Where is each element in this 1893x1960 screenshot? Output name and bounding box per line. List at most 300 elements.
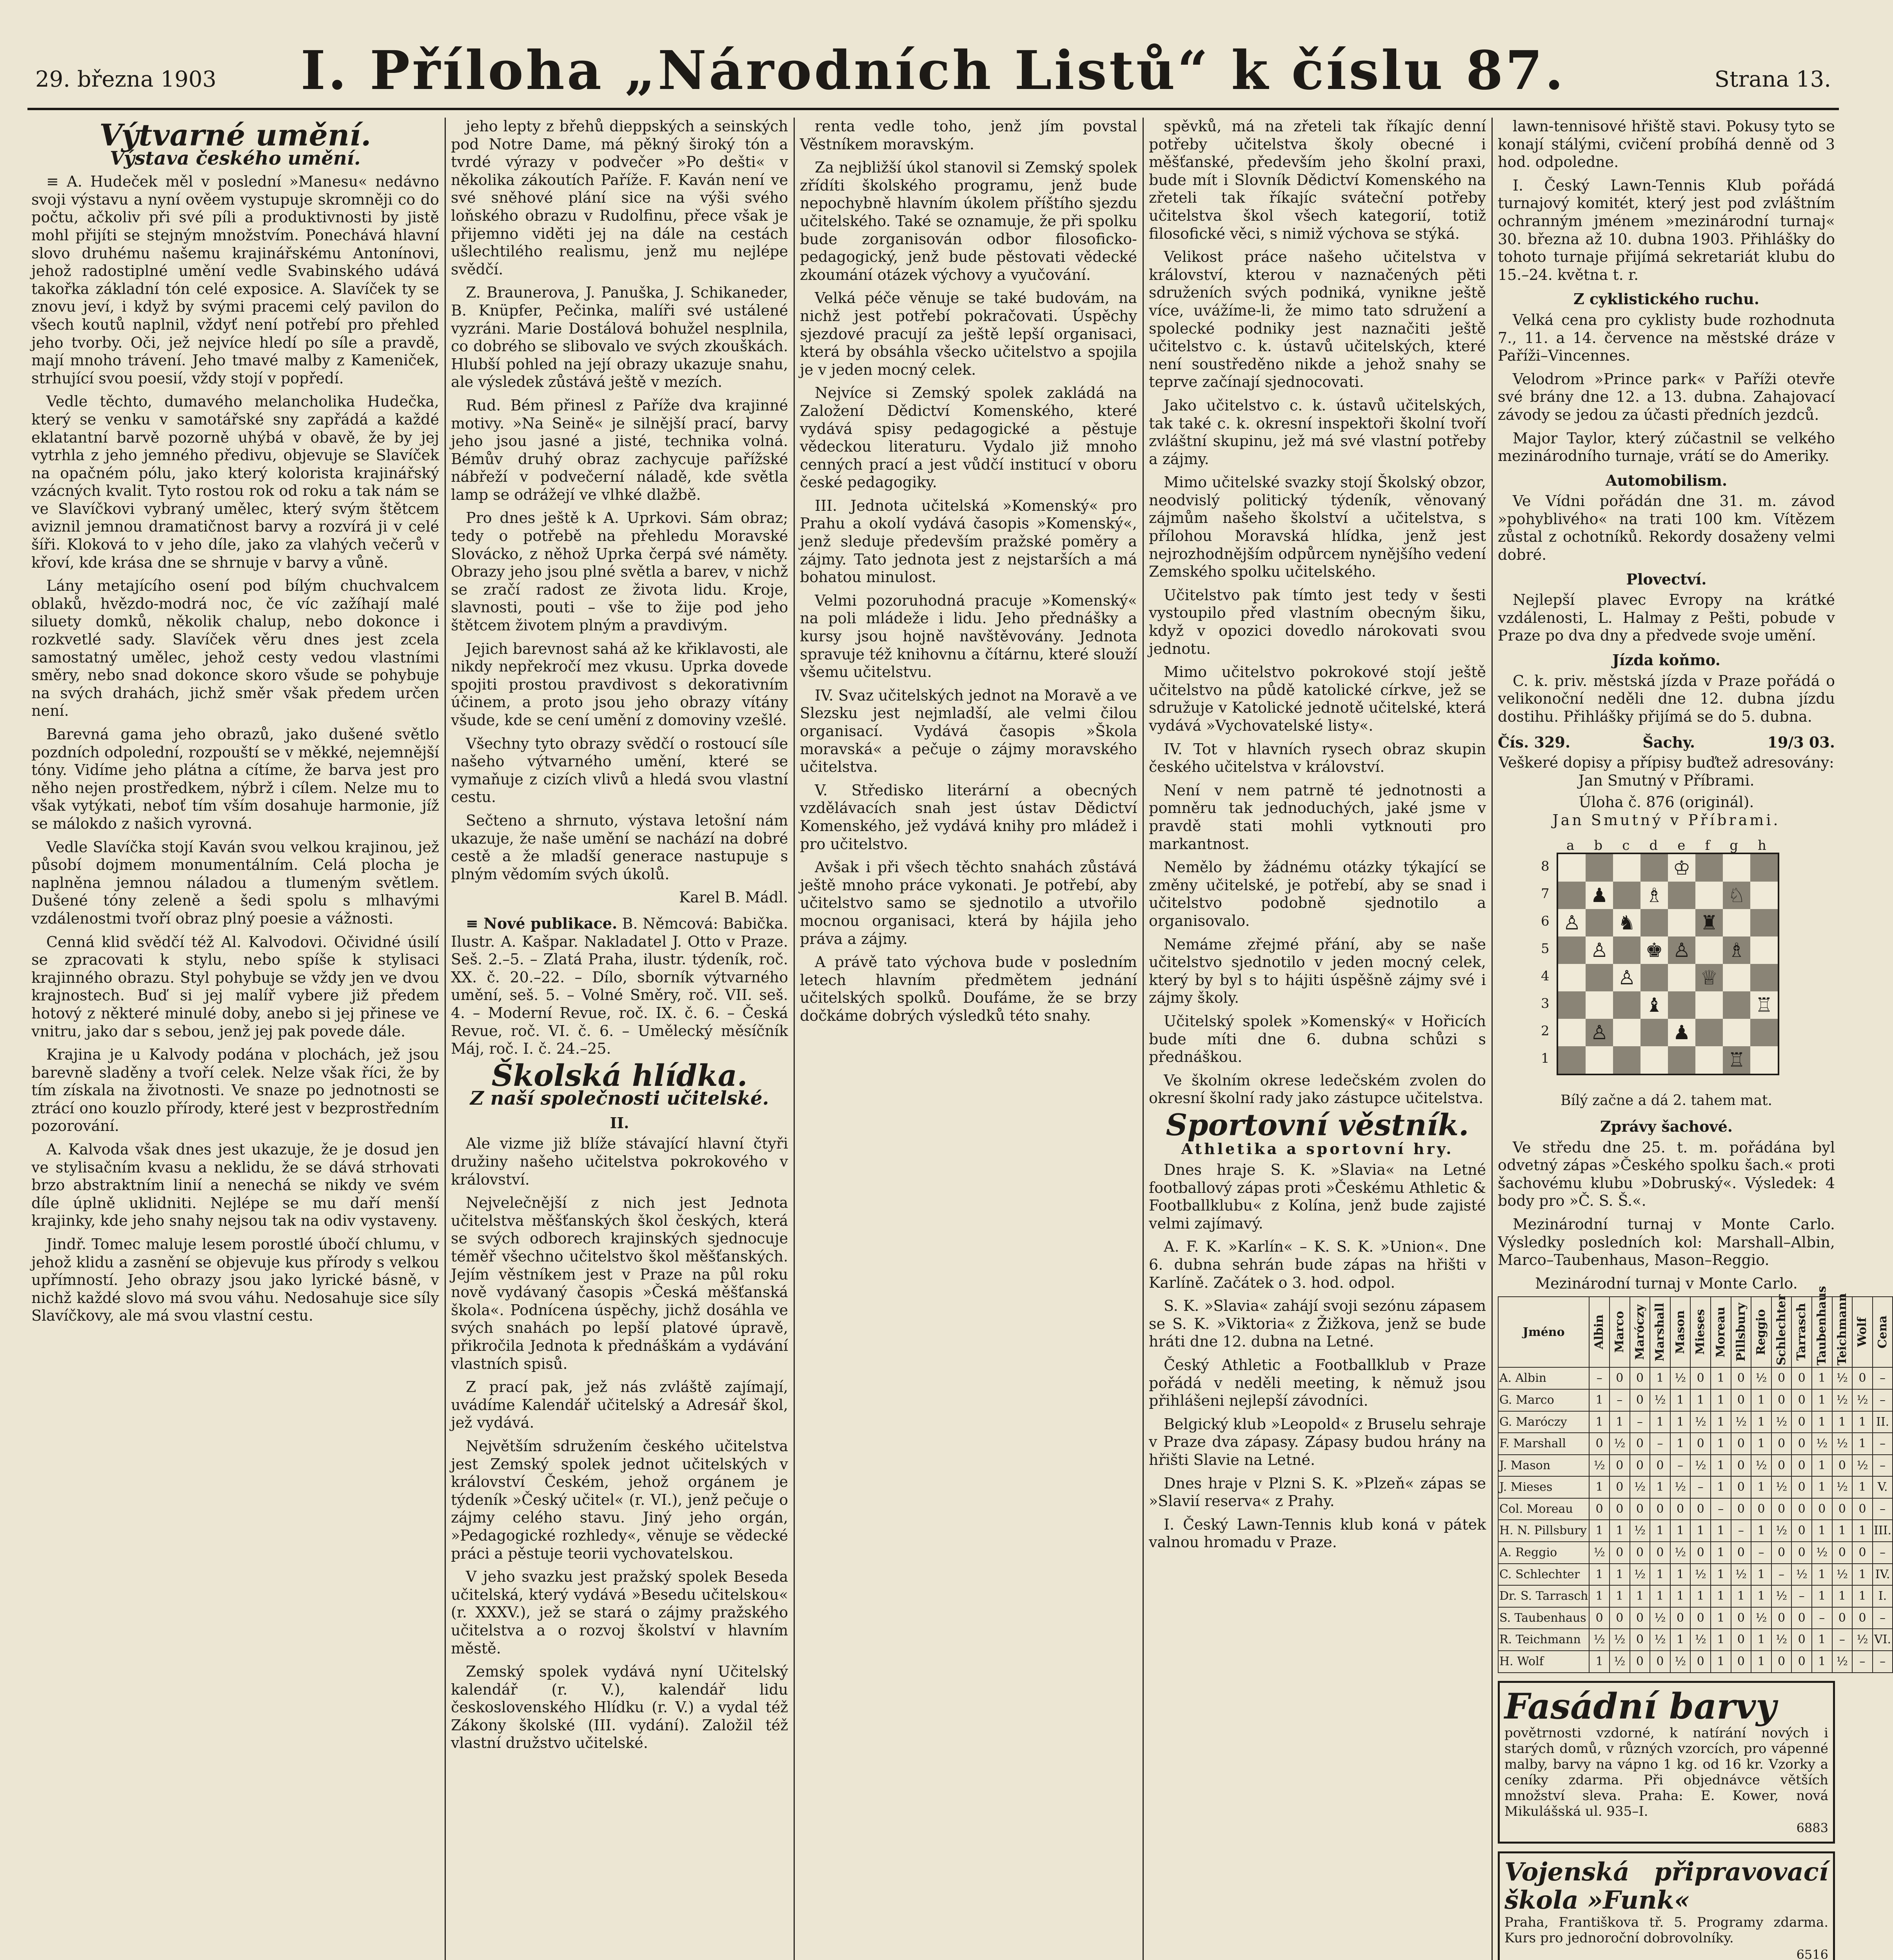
table-cell: ½ <box>1690 1564 1711 1586</box>
table-header-cell: Jméno <box>1498 1297 1589 1367</box>
table-cell: – <box>1832 1629 1853 1651</box>
table-cell: 0 <box>1610 1476 1630 1498</box>
section-title-art: Výtvarné umění. <box>99 118 371 152</box>
table-cell: 0 <box>1589 1607 1610 1629</box>
notice-paragraph: Učitelský spolek »Komenský« v Hořicích bude míti dne 6. dubna schůzi s přednáškou. <box>1149 1012 1486 1066</box>
table-row <box>1498 1629 1893 1651</box>
table-cell: 0 <box>1630 1498 1650 1520</box>
table-cell: 0 <box>1610 1455 1630 1477</box>
article-paragraph: Mimo učitelské svazky stojí Školský obzor, neodvislý politický týdeník, věnovaný zájmům našeho školství a učitelstva, s přílohou Moravská hlídka, jenž jest nejrozhodnějším odpůrcem nynějšího vedení Zemského spolku učitelského. <box>1149 474 1486 581</box>
table-cell: 0 <box>1589 1498 1610 1520</box>
article-paragraph: spěvků, má na zřeteli tak říkajíc denní potřeby učitelstva školy obecné i měšťanské, především jeho školní praxi, bude mít i Slovník Dědictví Komenského na zřeteli tak říkajíc sváteční potřeby učitelstva škol všech kategorií, totiž filosofické věci, s nimiž výchova se stýká. <box>1149 118 1486 242</box>
cycling-paragraph: Velodrom »Prince park« v Paříži otevře své brány dne 12. a 13. dubna. Zahajovací závody se jedou za účasti předních jezdců. <box>1498 370 1835 423</box>
sport-subtitle: Athletika a sportovní hry. <box>1181 1140 1454 1158</box>
table-cell: 0 <box>1791 1411 1812 1433</box>
chess-news-title: Zprávy šachové. <box>1600 1117 1733 1135</box>
table-cell: 1 <box>1711 1455 1731 1477</box>
table-row <box>1498 1542 1893 1564</box>
sport-paragraph: Dnes hraje v Plzni S. K. »Plzeň« zápas se »Slavií reserva« z Prahy. <box>1149 1474 1486 1510</box>
column-5 <box>1498 118 1892 1960</box>
tournament-table <box>1498 1286 1893 1673</box>
automobile-title: Automobilism. <box>1605 471 1728 489</box>
table-cell: 1 <box>1852 1564 1873 1586</box>
table-cell: 1 <box>1589 1476 1610 1498</box>
chess-square <box>1640 854 1668 882</box>
ad-paint-title: Fasádní barvy <box>1504 1685 1777 1727</box>
page-number: Strana 13. <box>1714 67 1831 92</box>
column-3 <box>800 118 1137 1960</box>
table-cell: ½ <box>1832 1389 1853 1411</box>
table-cell: Dr. S. Tarrasch <box>1498 1585 1589 1607</box>
article-paragraph: IV. Svaz učitelských jednot na Moravě a ve Slezsku jest nejmladší, ale velmi čilou organisací. Vydává časopis »Škola moravská« a pečuje o zájmy moravského učitelstva. <box>800 686 1137 776</box>
chess-header <box>1498 733 1835 751</box>
notice-paragraph: Ve školním okrese ledečském zvolen do okresní školní rady jako zástupce učitelstva. <box>1149 1071 1486 1107</box>
table-cell: 1 <box>1650 1367 1670 1389</box>
table-cell: 0 <box>1791 1651 1812 1673</box>
table-cell: 1 <box>1610 1411 1630 1433</box>
table-cell: A. Albin <box>1498 1367 1589 1389</box>
table-header-cell: Teichmann <box>1832 1297 1853 1367</box>
file-label: h <box>1758 838 1766 854</box>
chess-piece-icon: ♗ <box>1645 884 1663 907</box>
chess-square <box>1750 1046 1778 1074</box>
table-cell: 0 <box>1630 1389 1650 1411</box>
table-cell: 1 <box>1852 1520 1873 1542</box>
chess-square <box>1586 909 1613 936</box>
chess-dateline: 19/3 03. <box>1767 733 1835 751</box>
table-cell: 1 <box>1751 1389 1771 1411</box>
table-cell: ½ <box>1771 1585 1792 1607</box>
table-header-cell: Tarrasch <box>1791 1297 1812 1367</box>
table-row <box>1498 1585 1893 1607</box>
table-cell: 0 <box>1650 1542 1670 1564</box>
table-cell: ½ <box>1852 1389 1873 1411</box>
table-cell: 0 <box>1630 1455 1650 1477</box>
chess-piece-icon: ♚ <box>1645 938 1663 962</box>
table-cell: ½ <box>1812 1542 1832 1564</box>
chess-square <box>1723 882 1750 909</box>
sport-paragraph: I. Český Lawn-Tennis klub koná v pátek valnou hromadu v Praze. <box>1149 1515 1486 1551</box>
chess-square <box>1695 909 1723 936</box>
rank-label: 6 <box>1541 913 1550 929</box>
chess-square <box>1723 1046 1750 1074</box>
article-paragraph: Z. Braunerova, J. Panuška, J. Schikaneder, B. Knüpfer, Pečinka, malíři své ustálené vyzráni. Marie Dostálová bohužel nesplnila, co dobrého se slibovalo ve svých zkouškách. Hlubší pohled na její obrazy ukazuje snahu, ale výsledek zůstává ještě v mezích. <box>451 284 788 391</box>
table-cell: 0 <box>1630 1629 1650 1651</box>
table-cell: 0 <box>1630 1607 1650 1629</box>
table-cell: 0 <box>1791 1542 1812 1564</box>
chess-square <box>1613 936 1640 964</box>
table-cell: 0 <box>1610 1542 1630 1564</box>
table-cell: III. <box>1873 1520 1893 1542</box>
publications-note <box>451 915 788 1058</box>
table-cell: A. Reggio <box>1498 1542 1589 1564</box>
table-cell: 1 <box>1650 1520 1670 1542</box>
column-divider <box>1492 118 1493 1960</box>
chess-square <box>1558 854 1586 882</box>
article-paragraph: V. Středisko literární a obecných vzdělávacích snah jest ústav Dědictví Komenského, jež vydává knihy pro mládež i pro učitelstvo. <box>800 781 1137 853</box>
table-header-cell: Taubenhaus <box>1812 1297 1832 1367</box>
table-row <box>1498 1651 1893 1673</box>
chess-square <box>1586 1019 1613 1046</box>
table-cell: ½ <box>1690 1455 1711 1477</box>
table-cell: ½ <box>1812 1433 1832 1455</box>
table-cell: – <box>1711 1498 1731 1520</box>
table-cell: 1 <box>1650 1585 1670 1607</box>
table-cell: ½ <box>1731 1564 1751 1586</box>
table-cell: ½ <box>1610 1651 1630 1673</box>
article-paragraph: Sečteno a shrnuto, výstava letošní nám ukazuje, že naše umění se nachází na dobré cestě a že mladší generace nastupuje s plným vědomím svých úkolů. <box>451 811 788 883</box>
table-cell: 1 <box>1711 1367 1731 1389</box>
table-cell: 1 <box>1690 1585 1711 1607</box>
table-cell: 1 <box>1670 1433 1691 1455</box>
page-header <box>27 39 1839 118</box>
section-title-sport: Sportovní věstník. <box>1166 1107 1469 1142</box>
table-cell: G. Marco <box>1498 1389 1589 1411</box>
article-paragraph: jeho lepty z břehů dieppských a seinských pod Notre Dame, má pěkný široký tón a tvrdé výrazy v podvečer »Po dešti« v několika zákoutích Paříže. F. Kaván není ve své sněhové plání sice na výši svého loňského obrazu v Rudolfinu, přece však je přijemno viděti jej na dále na cestách ušlechtilého realismu, jenž mu nejlépe svědčí. <box>451 118 788 278</box>
table-cell: J. Mason <box>1498 1455 1589 1477</box>
table-header-cell: Schlechter <box>1771 1297 1792 1367</box>
chess-square <box>1613 909 1640 936</box>
table-row <box>1498 1389 1893 1411</box>
table-cell: C. Schlechter <box>1498 1564 1589 1586</box>
table-cell: 1 <box>1852 1585 1873 1607</box>
sport-paragraph: Belgický klub »Leopold« z Bruselu sehraje v Praze dva zápasy. Zápasy budou hrány na hřišti Slavie na Letné. <box>1149 1415 1486 1468</box>
article-paragraph: Pro dnes ještě k A. Uprkovi. Sám obraz; tedy o potřebě na přehledu Moravské Slovácko, z něhož Uprka čerpá své náměty. Obrazy jeho jsou plné světla a barev, v nichž se zračí radost ze života lidu. Kroje, slavnosti, pouti – vše to žije pod jeho štětcem životem plným a pravdivým. <box>451 509 788 634</box>
table-cell: 1 <box>1832 1411 1853 1433</box>
chess-square <box>1613 964 1640 991</box>
chess-news-paragraph: Mezinárodní turnaj v Monte Carlo. Výsledky posledních kol: Marshall–Albin, Marco–Taubenhaus, Mason–Reggio. <box>1498 1215 1835 1269</box>
table-cell: 0 <box>1630 1367 1650 1389</box>
rank-label: 3 <box>1541 995 1550 1011</box>
table-cell: – <box>1873 1455 1893 1477</box>
table-cell: 1 <box>1812 1455 1832 1477</box>
table-cell: ½ <box>1670 1542 1691 1564</box>
rank-label: 5 <box>1541 940 1550 956</box>
chess-square <box>1640 936 1668 964</box>
table-cell: 1 <box>1670 1585 1691 1607</box>
table-cell: 0 <box>1791 1389 1812 1411</box>
table-cell: 0 <box>1690 1542 1711 1564</box>
chess-rank-labels <box>1541 853 1550 1072</box>
article-paragraph: Vedle Slavíčka stojí Kaván svou velkou krajinou, jež působí dojmem monumentálním. Celá plocha je naplněna jemnou náladou a tlumeným světlem. Dušené tóny zeleně a šedi spolu s mlhavými vzdálenostmi tvoří obraz plný poesie a vážnosti. <box>31 838 439 927</box>
table-cell: 1 <box>1812 1585 1832 1607</box>
table-header-cell: Pillsbury <box>1731 1297 1751 1367</box>
chess-square <box>1640 882 1668 909</box>
table-row <box>1498 1367 1893 1389</box>
chess-square <box>1668 964 1695 991</box>
table-cell: ½ <box>1690 1629 1711 1651</box>
article-paragraph: Mimo učitelstvo pokrokové stojí ještě učitelstvo na půdě katolické církve, jež se sdružuje v Katolické jednotě učitelské, která vydává »Vychovatelské listy«. <box>1149 663 1486 734</box>
chess-address: Veškeré dopisy a přípisy buďtež adresovány: Jan Smutný v Příbrami. <box>1499 754 1834 789</box>
chess-piece-icon: ♙ <box>1618 966 1636 989</box>
table-cell: 0 <box>1852 1542 1873 1564</box>
article-paragraph: renta vedle toho, jenž jím povstal Věstníkem moravským. <box>800 118 1137 153</box>
table-cell: 1 <box>1711 1520 1731 1542</box>
chess-square <box>1558 991 1586 1019</box>
cycling-paragraph: Velká cena pro cyklisty bude rozhodnuta 7., 11. a 14. července na městské dráze v Paříži–Vincennes. <box>1498 311 1835 365</box>
table-cell: ½ <box>1832 1367 1853 1389</box>
table-cell: 0 <box>1791 1367 1812 1389</box>
article-paragraph: ≡ A. Hudeček měl v poslední »Manesu« nedávno svoji výstavu a nyní ověem vystupuje skromněji co do počtu, ačkoliv při své píli a produktivnosti by jistě mohl přijíti se stejným množstvím. Ponechává hlavní slovo druhému našemu krajinářskému Antonínovi, jehož radostiplné umění vedle Svabinského udává takořka základní tón celé exposice. A. Slavíček ty se znovu jeví, i když by svými pracemi celý pavilon do všech koutů naplnil, vždyť není potřebí pro přehled jeho tvorby. Oči, jež nejvíce hledí po síle a pravdě, mají mnoho trávení. Jeho tmavé malby z Kameniček, strhující svou poesií, vždy stojí v popředí. <box>31 173 439 387</box>
article-paragraph: Není v nem patrně té jednotnosti a pomněru tak jednoduchých, jaké jsme v pravdě stati mohli vytknouti pro markantnost. <box>1149 781 1486 853</box>
article-paragraph: Ale vizme již blíže stávající hlavní čtyři družiny našeho učitelstva pokrokového v království. <box>451 1135 788 1188</box>
cycling-paragraph: Major Taylor, který zúčastnil se velkého mezinárodního turnaje, vrátí se do Ameriky. <box>1498 429 1835 465</box>
chess-square <box>1668 854 1695 882</box>
table-cell: ½ <box>1731 1411 1751 1433</box>
chess-square <box>1558 964 1586 991</box>
table-cell: F. Marshall <box>1498 1433 1589 1455</box>
chess-square <box>1613 1019 1640 1046</box>
table-cell: 1 <box>1630 1585 1650 1607</box>
table-cell: ½ <box>1832 1651 1853 1673</box>
publications-heading: ≡ Nové publikace. <box>466 914 618 932</box>
chess-square <box>1640 964 1668 991</box>
table-cell: – <box>1873 1433 1893 1455</box>
chess-square <box>1586 1046 1613 1074</box>
table-cell: 1 <box>1711 1542 1731 1564</box>
table-cell: – <box>1731 1520 1751 1542</box>
chess-square <box>1695 991 1723 1019</box>
table-cell: 0 <box>1791 1520 1812 1542</box>
chess-piece-icon: ♔ <box>1673 856 1691 879</box>
chess-problem-title: Úloha č. 876 (originál). <box>1579 793 1754 811</box>
table-cell: 1 <box>1650 1476 1670 1498</box>
table-cell: 1 <box>1589 1520 1610 1542</box>
chess-square <box>1668 882 1695 909</box>
table-cell: 0 <box>1731 1367 1751 1389</box>
table-cell: Col. Moreau <box>1498 1498 1589 1520</box>
table-cell: R. Teichmann <box>1498 1629 1589 1651</box>
chess-square <box>1750 1019 1778 1046</box>
table-cell: 1 <box>1711 1411 1731 1433</box>
chess-piece-icon: ♖ <box>1728 1048 1746 1071</box>
table-cell: – <box>1873 1542 1893 1564</box>
chess-piece-icon: ♙ <box>1590 1021 1608 1044</box>
newspaper-page <box>27 24 1892 1960</box>
automobile-paragraph: Ve Vídni pořádán dne 31. m. závod »pohyblivého« na trati 100 km. Vítězem zůstal z ochotníků. Rekordy dosaženy velmi dobré. <box>1498 492 1835 564</box>
table-cell: ½ <box>1751 1367 1771 1389</box>
table-cell: 1 <box>1650 1564 1670 1586</box>
chess-square <box>1668 909 1695 936</box>
article-paragraph: Největším sdružením českého učitelstva jest Zemský spolek jednot učitelských v království Českém, jehož orgánem je týdeník »Český učitel« (r. VI.), jenž pečuje o zájmy celého stavu. Jiný jeho orgán, »Pedagogické rozhledy«, věnuje se vědecké práci a pěstuje teorii vychovatelskou. <box>451 1437 788 1562</box>
table-cell: IV. <box>1873 1564 1893 1586</box>
chess-square <box>1695 936 1723 964</box>
table-header-cell: Marshall <box>1650 1297 1670 1367</box>
chess-square <box>1723 964 1750 991</box>
chess-piece-icon: ♗ <box>1728 938 1746 962</box>
chess-square <box>1668 1046 1695 1074</box>
rank-label: 2 <box>1541 1023 1550 1039</box>
file-label: d <box>1649 838 1658 854</box>
article-paragraph: Velikost práce našeho učitelstva v království, kterou v naznačených pěti sdruženích svých podniká, vynikne ještě více, uvážíme-li, že mimo tato sdružení a spolecké podniky jest naznačiti ještě učitelstvo c. k. ústavů učitelských, které není soustředěno nikde a jehož snahy se teprve začínají sjednocovati. <box>1149 248 1486 391</box>
chess-file-labels <box>1557 837 1776 855</box>
chess-section-title: Šachy. <box>1642 733 1695 751</box>
chess-square <box>1613 854 1640 882</box>
chess-square <box>1723 936 1750 964</box>
table-cell: J. Mieses <box>1498 1476 1589 1498</box>
ad-school-title: Vojenská připravovací škola »Funk« <box>1504 1857 1828 1915</box>
chess-square <box>1558 909 1586 936</box>
article-title-teachers: Z naší společnosti učitelské. <box>470 1087 769 1110</box>
article-paragraph: V jeho svazku jest pražský spolek Beseda učitelská, který vydává »Besedu učitelskou« (r. XXXV.), jež se stará o zájmy pražského učitelstva a o rozvoj školství v hlavním městě. <box>451 1568 788 1657</box>
table-cell: – <box>1670 1455 1691 1477</box>
chess-square <box>1613 1046 1640 1074</box>
chess-square <box>1750 991 1778 1019</box>
table-cell: 1 <box>1832 1585 1853 1607</box>
table-cell: ½ <box>1589 1542 1610 1564</box>
table-cell: 0 <box>1852 1498 1873 1520</box>
chess-square <box>1750 882 1778 909</box>
table-cell: 0 <box>1731 1433 1751 1455</box>
article-paragraph: Nejvíce si Zemský spolek zakládá na Založení Dědictví Komenského, které vydává spisy pedagogické a pěstuje vědeckou literaturu. Vydalo již mnoho cenných prací a jest vůdčí institucí v oboru české pedagogiky. <box>800 384 1137 491</box>
table-cell: 1 <box>1852 1433 1873 1455</box>
article-paragraph: A. Kalvoda však dnes jest ukazuje, že je dosud jen ve stylisačním kvasu a neklidu, že se dává strhovati brzo abstraktním linií a nenechá se nikdy ve svém díle úplně uklidniti. Nejlépe se mu daří menší krajinky, kde jeho snahy nejsou tak na odiv vystaveny. <box>31 1141 439 1230</box>
table-cell: 1 <box>1832 1520 1853 1542</box>
chess-piece-icon: ♙ <box>1563 911 1581 934</box>
table-cell: 0 <box>1771 1607 1792 1629</box>
article-paragraph: III. Jednota učitelská »Komenský« pro Prahu a okolí vydává časopis »Komenský«, jenž sleduje především pražské poměry a zájmy. Tato jednota jest z nejstarších a má bohatou minulost. <box>800 497 1137 586</box>
table-cell: 1 <box>1812 1564 1832 1586</box>
table-cell: 1 <box>1812 1629 1832 1651</box>
chess-square <box>1695 1019 1723 1046</box>
table-header-cell: Reggio <box>1751 1297 1771 1367</box>
table-cell: 1 <box>1589 1411 1610 1433</box>
article-paragraph: Vedle těchto, dumavého melancholika Hudečka, který se venku v samotářské sny zapřádá a každé eklatantní barvě pozorně uhýbá v obavě, že by jej vytrhla z jeho jemného předivu, objevuje se Slavíček na opačném pólu, jako který kolorista krajinářský vzácných kvalit. Tyto rostou rok od roku a tak nám se ve Slavíčkovi vybraný umělec, který svým štětcem aviznil jemnou dramatičnost barvy a rozvírá ji v celé šíři. Kloková to v jeho díle, jako za vlahých večerů v křoví, kde krása dne se shrnuje v barvy a vůně. <box>31 393 439 571</box>
riding-paragraph: C. k. priv. městská jízda v Praze pořádá o velikonoční neděli dne 12. dubna jízdu dostihu. Přihlášky přijímá se do 5. dubna. <box>1498 672 1835 725</box>
file-label: b <box>1594 838 1603 854</box>
table-cell: 1 <box>1751 1476 1771 1498</box>
chess-piece-icon: ♟ <box>1673 1021 1691 1044</box>
table-row <box>1498 1607 1893 1629</box>
table-cell: – <box>1873 1389 1893 1411</box>
article-paragraph: Zemský spolek vydává nyní Učitelský kalendář (r. V.), kalendář lidu československého Hlídku (r. V.) a vydal též Zákony školské (III. vydání). Založil též vlastní družstvo učitelské. <box>451 1663 788 1752</box>
chess-square <box>1558 1019 1586 1046</box>
chess-square <box>1613 991 1640 1019</box>
table-header-cell: Cena <box>1873 1297 1893 1367</box>
table-cell: 0 <box>1771 1389 1792 1411</box>
table-cell: 0 <box>1832 1455 1853 1477</box>
table-cell: – <box>1751 1542 1771 1564</box>
chess-square <box>1640 991 1668 1019</box>
table-cell: 1 <box>1589 1585 1610 1607</box>
table-cell: 0 <box>1731 1629 1751 1651</box>
table-cell: 0 <box>1731 1651 1751 1673</box>
table-cell: 0 <box>1791 1455 1812 1477</box>
article-paragraph: Za nejbližší úkol stanovil si Zemský spolek zřídíti školského programu, jenž bude nepochybně hlavním úkolem příštího sjezdu učitelského. Také se oznamuje, že při spolku bude zorganisován odbor filosoficko-pedagogický, jenž bude pěstovati vědecké zkoumání otázek výchovy a vyučování. <box>800 159 1137 283</box>
table-cell: – <box>1610 1389 1630 1411</box>
chess-square <box>1750 936 1778 964</box>
table-cell: 0 <box>1610 1367 1630 1389</box>
article-paragraph: Nemáme zřejmé přání, aby se naše učitelstvo sjednotilo v jeden mocný celek, který by byl s to hájiti úspěšně zájmy své i zájmy školy. <box>1149 935 1486 1007</box>
table-cell: ½ <box>1650 1629 1670 1651</box>
chess-square <box>1750 909 1778 936</box>
table-cell: ½ <box>1650 1607 1670 1629</box>
column-1 <box>31 118 439 1960</box>
table-cell: 0 <box>1832 1498 1853 1520</box>
table-cell: 0 <box>1791 1498 1812 1520</box>
column-divider <box>794 118 795 1960</box>
rank-label: 1 <box>1541 1050 1550 1066</box>
rank-label: 7 <box>1541 886 1550 902</box>
table-cell: 1 <box>1751 1520 1771 1542</box>
chess-square <box>1668 1019 1695 1046</box>
column-2 <box>451 118 788 1960</box>
chess-square <box>1723 854 1750 882</box>
advertisement-school <box>1498 1851 1835 1960</box>
table-cell: 0 <box>1771 1367 1792 1389</box>
chess-column-number: Čís. 329. <box>1498 733 1571 751</box>
chess-square <box>1750 854 1778 882</box>
chess-square <box>1668 936 1695 964</box>
ad-paint-number: 6883 <box>1796 1820 1828 1835</box>
chess-square <box>1586 854 1613 882</box>
article-paragraph: Učitelstvo pak tímto jest tedy v šesti vystoupilo před vlastním obecným šiku, když v opozici dovedlo nárokovati svou jednotu. <box>1149 586 1486 657</box>
table-cell: – <box>1873 1651 1893 1673</box>
table-cell: 1 <box>1711 1651 1731 1673</box>
table-header-cell: Maróczy <box>1630 1297 1650 1367</box>
sport-paragraph: Dnes hraje S. K. »Slavia« na Letné footballový zápas proti »Českému Athletic & Footballklubu« z Kolína, jenž bude zajisté velmi zajímavý. <box>1149 1161 1486 1232</box>
article-paragraph: Krajina je u Kalvody podána v plochách, jež jsou barevně sladěny a tvoří celek. Nelze však říci, že by tím získala na životnosti. Ve snaze po jednotnosti se ztrácí ono kouzlo přírody, které jest v bezprostředním pozorování. <box>31 1046 439 1135</box>
article-part-numeral: II. <box>610 1114 629 1132</box>
table-cell: ½ <box>1771 1411 1792 1433</box>
table-cell: – <box>1812 1607 1832 1629</box>
table-cell: G. Maróczy <box>1498 1411 1589 1433</box>
table-cell: 0 <box>1832 1607 1853 1629</box>
chess-square <box>1586 882 1613 909</box>
table-cell: 1 <box>1812 1411 1832 1433</box>
table-cell: H. Wolf <box>1498 1651 1589 1673</box>
table-cell: 0 <box>1771 1498 1792 1520</box>
tournament-table-heading: Mezinárodní turnaj v Monte Carlo. <box>1535 1274 1798 1292</box>
rank-label: 8 <box>1541 858 1550 874</box>
table-cell: 0 <box>1812 1498 1832 1520</box>
table-cell: 0 <box>1690 1367 1711 1389</box>
table-cell: 0 <box>1791 1629 1812 1651</box>
article-paragraph: Jako učitelstvo c. k. ústavů učitelských, tak také c. k. okresní inspektoři školní tvoří zvláštní skupinu, jež má své vlastní potřeby a zájmy. <box>1149 396 1486 468</box>
table-header-cell: Mason <box>1670 1297 1691 1367</box>
chess-news-paragraph: Ve středu dne 25. t. m. pořádána byl odvetný zápas »Českého spolku šach.« proti šachovému klubu »Dobruský«. Výsledek: 4 body pro »Č. S. Š.«. <box>1498 1138 1835 1210</box>
article-paragraph: Cenná klid svědčí též Al. Kalvodovi. Očividné úsilí se zpracovati k stylu, nebo spíše k stylisaci krajinného obrazu. Styl pohybuje se vždy jen ve dvou krajnostech. Buď si jej malíř vybere již předem hotový z některé minulé doby, anebo si jej přinese ve vnitru, jako dar s sebou, jenž jej pak povede dále. <box>31 933 439 1040</box>
table-cell: 1 <box>1812 1389 1832 1411</box>
table-cell: 0 <box>1771 1542 1792 1564</box>
table-row <box>1498 1498 1893 1520</box>
file-label: c <box>1622 838 1630 854</box>
table-cell: ½ <box>1670 1476 1691 1498</box>
table-cell: – <box>1873 1367 1893 1389</box>
table-cell: ½ <box>1771 1520 1792 1542</box>
table-cell: ½ <box>1630 1476 1650 1498</box>
chess-piece-icon: ♙ <box>1590 938 1608 962</box>
table-cell: 0 <box>1630 1542 1650 1564</box>
sport-paragraph: A. F. K. »Karlín« – K. S. K. »Union«. Dne 6. dubna sehrán bude zápas na hřišti v Karlíně. Začátek o 3. hod. odpol. <box>1149 1238 1486 1291</box>
table-cell: 0 <box>1751 1498 1771 1520</box>
ad-school-number: 6516 <box>1796 1947 1828 1960</box>
table-cell: 1 <box>1731 1585 1751 1607</box>
chess-problem-author: Jan Smutný v Příbrami. <box>1552 811 1780 829</box>
chess-square <box>1695 882 1723 909</box>
table-cell: 1 <box>1589 1564 1610 1586</box>
table-cell: ½ <box>1630 1520 1650 1542</box>
table-cell: – <box>1852 1651 1873 1673</box>
chess-square <box>1640 1019 1668 1046</box>
table-cell: 0 <box>1610 1498 1630 1520</box>
table-cell: 0 <box>1771 1455 1792 1477</box>
table-cell: 1 <box>1610 1520 1630 1542</box>
section-title-school: Školská hlídka. <box>491 1058 748 1093</box>
issue-date: 29. března 1903 <box>35 67 216 92</box>
advertisement-paint <box>1498 1681 1835 1844</box>
table-cell: ½ <box>1610 1433 1630 1455</box>
